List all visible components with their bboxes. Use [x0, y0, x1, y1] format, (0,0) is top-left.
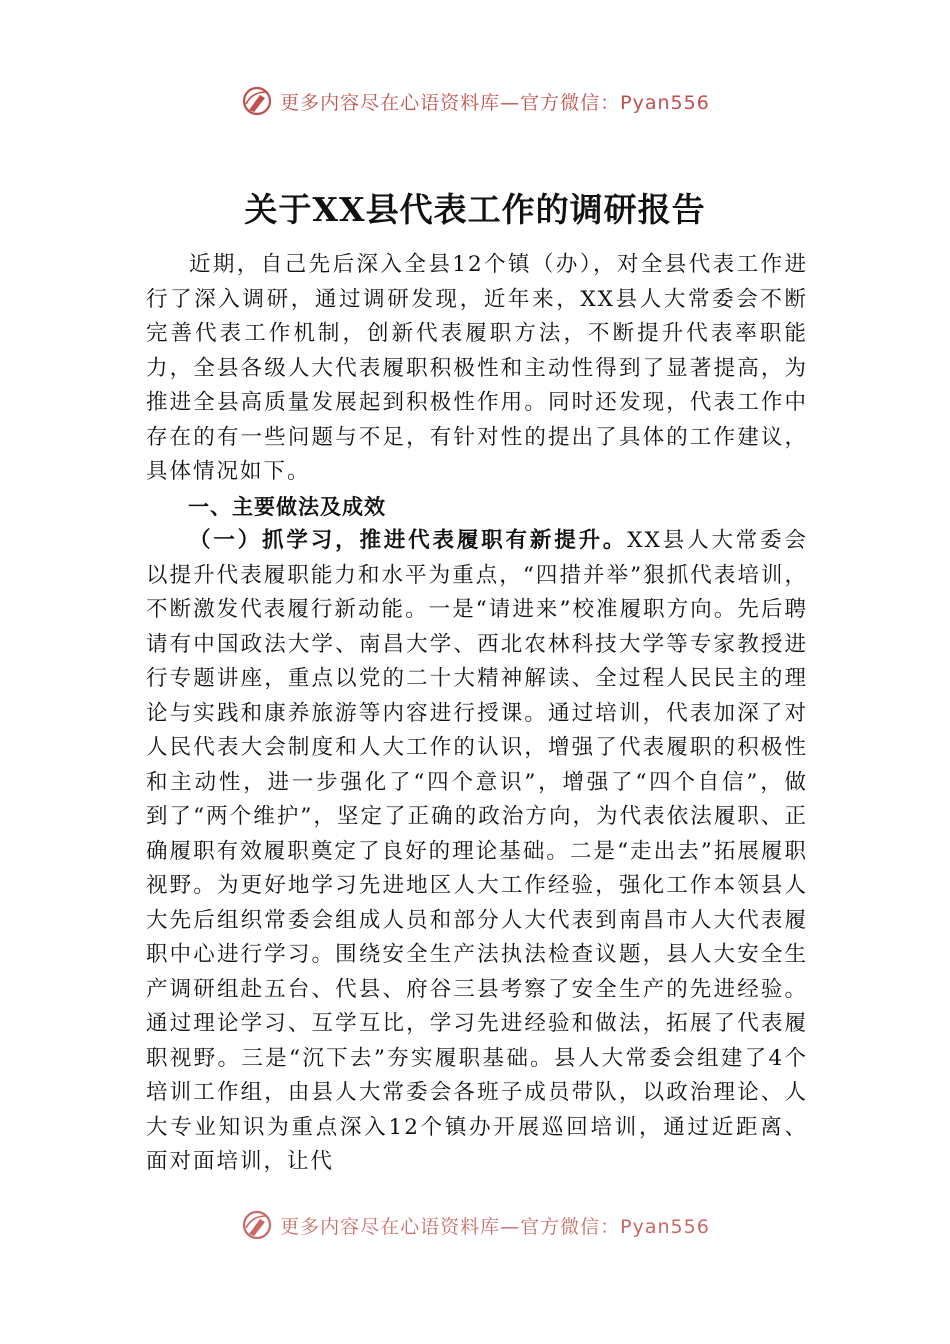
subsection-heading: （一）抓学习，推进代表履职有新提升。 [189, 528, 628, 553]
pen-nib-logo-icon [240, 84, 274, 118]
intro-paragraph: 近期，自己先后深入全县12个镇（办），对全县代表工作进行了深入调研，通过调研发现，近年来，XX县人大常委会不断完善代表工作机制，创新代表履职方法，不断提升代表率职能力，全县各级人大代表履职积极性和主动性得到了显著提高，为推进全县高质量发展起到积极性作用。同时还发现，代表工作中存在的有一些问题与不足，有针对性的提出了具体的工作建议，具体情况如下。 [146, 252, 808, 484]
watermark-text: 更多内容尽在心语资料库—官方微信：Pyan556 [280, 91, 710, 114]
watermark-header [0, 84, 950, 118]
page-title: 关于XX县代表工作的调研报告 [244, 190, 706, 229]
watermark-text: 更多内容尽在心语资料库—官方微信：Pyan556 [280, 1215, 710, 1238]
pen-nib-logo-icon [240, 1208, 274, 1242]
document-body [146, 248, 808, 1180]
section-heading: 一、主要做法及成效 [188, 494, 386, 519]
watermark-footer [0, 1208, 950, 1242]
body-paragraph [146, 524, 808, 1180]
subsection-body: XX县人大常委会以提升代表履职能力和水平为重点，“四措并举”狠抓代表培训，不断激发代表履行新动能。一是“请进来”校准履职方向。先后聘请有中国政法大学、南昌大学、西北农林科技大学等专家教授进行专题讲座，重点以党的二十大精神解读、全过程人民民主的理论与实践和康养旅游等内容进行授课。通过培训，代表加深了对人民代表大会制度和人大工作的认识，增强了代表履职的积极性和主动性，进一步强化了“四个意识”，增强了“四个自信”，做到了“两个维护”，坚定了正确的政治方向，为代表依法履职、正确履职有效履职奠定了良好的理论基础。二是“走出去”拓展履职视野。为更好地学习先进地区人大工作经验，强化工作本领县人大先后组织常委会组成人员和部分人大代表到南昌市人大代表履职中心进行学习。围绕安全生产法执法检查议题，县人大安全生产调研组赴五台、代县、府谷三县考察了安全生产的先进经验。通过理论学习、互学互比，学习先进经验和做法，拓展了代表履职视野。三是“沉下去”夯实履职基础。县人大常委会组建了4个培训工作组，由县人大常委会各班子成员带队，以政治理论、人大专业知识为重点深入12个镇办开展巡回培训，通过近距离、面对面培训，让代 [146, 528, 808, 1174]
